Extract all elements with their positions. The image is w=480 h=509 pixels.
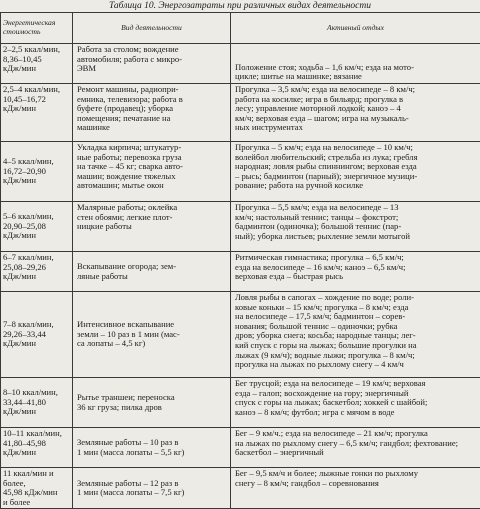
rest-text: Прогулка – 5 км/ч; езда на велосипеде – 10 км/ч; волейбол любительский; стрельба из лука; гребля народная; ловля рыбы спиннингом; верховая езда – рысь; бадминтон (парный); энергичное музици- рование; работа на ручной косилке: [235, 143, 478, 191]
energy-cell: [1, 378, 73, 428]
activity-cell: [73, 44, 231, 84]
table-row: [1, 378, 480, 428]
table-row: [1, 252, 480, 292]
energy-cell: [1, 84, 73, 142]
activity-text: Рытье траншеи; переноска 36 кг груза; пилка дров: [77, 393, 228, 412]
activity-text: Интенсивное вскапывание земли – 10 раз в 1 мин (мас- са лопаты – 4,5 кг): [77, 320, 228, 349]
energy-text: 8–10 ккал/мин, 33,44–41,80 кДж/мин: [3, 388, 70, 417]
energy-cell: [1, 252, 73, 292]
table-row: [1, 44, 480, 84]
activity-text: Вскапывание огорода; зем- ляные работы: [77, 262, 228, 281]
header-rest: [231, 13, 480, 44]
rest-text: Положение стоя; ходьба – 1,6 км/ч; езда на мото- цикле; шитье на машинке; вязание: [235, 63, 478, 82]
energy-table: [0, 12, 480, 509]
activity-cell: [73, 468, 231, 509]
energy-cell: [1, 142, 73, 202]
energy-text: 2–2,5 ккал/мин, 8,36–10,45 кДж/мин: [3, 45, 70, 74]
energy-text: 11 ккал/мин и более, 45,98 кДж/мин и более: [3, 469, 70, 507]
rest-cell: [231, 142, 480, 202]
header-rest-text: Активный отдых: [233, 24, 478, 33]
header-energy-text: Энергетическая стоимость: [3, 19, 70, 37]
activity-text: Ремонт машины, радиопри- емника, телевизора; работа в буфете (продавец); уборка помещения; печатание на машинке: [77, 85, 228, 133]
energy-text: 2,5–4 ккал/мин, 10,45–16,72 кДж/мин: [3, 85, 70, 114]
activity-text: Малярные работы; оклейка стен обоями; легкие плот- ницкие работы: [77, 203, 228, 232]
table-row: [1, 428, 480, 468]
energy-cell: [1, 292, 73, 378]
energy-cell: [1, 44, 73, 84]
activity-cell: [73, 428, 231, 468]
rest-text: Ритмическая гимнастика; прогулка – 6,5 км/ч; езда на велосипеде – 16 км/ч; каноэ – 6,5 км/ч; верховая езда – быстрая рысь: [235, 253, 478, 282]
rest-cell: [231, 202, 480, 252]
rest-cell: [231, 44, 480, 84]
activity-cell: [73, 142, 231, 202]
table-row: [1, 142, 480, 202]
rest-cell: [231, 428, 480, 468]
rest-cell: [231, 468, 480, 509]
rest-cell: [231, 378, 480, 428]
activity-cell: [73, 378, 231, 428]
activity-cell: [73, 202, 231, 252]
rest-cell: [231, 252, 480, 292]
energy-text: 6–7 ккал/мин, 25,08–29,26 кДж/мин: [3, 253, 70, 282]
rest-text: Бег – 9 км/ч.; езда на велосипеде – 21 км/ч; прогулка на лыжах по рыхлому снегу – 6,5 км/ч; гандбол; фехтование; баскетбол – энергичный: [235, 429, 478, 458]
header-activity-text: Вид деятельности: [75, 24, 228, 33]
table-caption: Таблица 10. Энергозатраты при различных видах деятельности: [0, 0, 480, 12]
energy-text: 5–6 ккал/мин, 20,90–25,08 кДж/мин: [3, 212, 70, 241]
activity-cell: [73, 292, 231, 378]
table-row: [1, 468, 480, 509]
activity-text: Работа за столом; вождение автомобиля; работа с микро- ЭВМ: [77, 45, 228, 74]
rest-text: Прогулка – 5,5 км/ч; езда на велосипеде – 13 км/ч; настольный теннис; танцы – фокстрот; бадминтон (одиночка); большой теннис (пар- ный); уборка листьев; рыхление земли мотыгой: [235, 203, 478, 241]
activity-text: Земляные работы – 12 раз в 1 мин (масса лопаты – 7,5 кг): [77, 479, 228, 498]
energy-cell: [1, 468, 73, 509]
activity-cell: [73, 84, 231, 142]
activity-cell: [73, 252, 231, 292]
energy-text: 4–5 ккал/мин, 16,72–20,90 кДж/мин: [3, 157, 70, 186]
rest-cell: [231, 84, 480, 142]
rest-cell: [231, 292, 480, 378]
table-row: [1, 84, 480, 142]
header-row: [1, 13, 480, 44]
energy-text: 7–8 ккал/мин, 29,26–33,44 кДж/мин: [3, 320, 70, 349]
energy-cell: [1, 428, 73, 468]
rest-text: Ловля рыбы в сапогах – хождение по воде; роли- ковые коньки – 15 км/ч; прогулка – 8 км/ч; езда на велосипеде – 17,5 км/ч; бадминтон – сорев- нования; большой теннис – одиночки; рубка дров; уборка снега; косьба; народные танцы; лег- кий спуск с горы на лыжах; большие прогулки на лыжах (9 км/ч); водные лыжи; прогулка – 8 км/ч; прогулка на лыжах по рыхлому снегу – 4 км/ч: [235, 293, 478, 370]
energy-cell: [1, 202, 73, 252]
rest-text: Прогулка – 3,5 км/ч; езда на велосипеде – 8 км/ч; работа на косилке; игра в бильярд; прогулка в лесу; управление моторной лодкой; каноэ – 4 км/ч; верховая езда – шагом; игра на музыкаль- ных инструментах: [235, 85, 478, 133]
header-activity: [73, 13, 231, 44]
energy-text: 10–11 ккал/мин, 41,80–45,98 кДж/мин: [3, 429, 70, 458]
rest-text: Бег трусцой; езда на велосипеде – 19 км/ч; верховая езда – галоп; восхождение на гору; энергичный спуск с горы на лыжах; баскетбол; хоккей с шайбой; каноэ – 8 км/ч; футбол; игра с мячом в воде: [235, 379, 478, 417]
header-energy: [1, 13, 73, 44]
rest-text: Бег – 9,5 км/ч и более; лыжные гонки по рыхлому снегу – 8 км/ч; гандбол – соревнования: [235, 469, 478, 488]
table-row: [1, 202, 480, 252]
activity-text: Укладка кирпича; штукатур- ные работы; перевозка груза на тачке – 45 кг; сварка авто- машин; вождение тяжелых автомашин; мытье окон: [77, 143, 228, 191]
table-row: [1, 292, 480, 378]
activity-text: Земляные работы – 10 раз в 1 мин (масса лопаты – 5,5 кг): [77, 438, 228, 457]
